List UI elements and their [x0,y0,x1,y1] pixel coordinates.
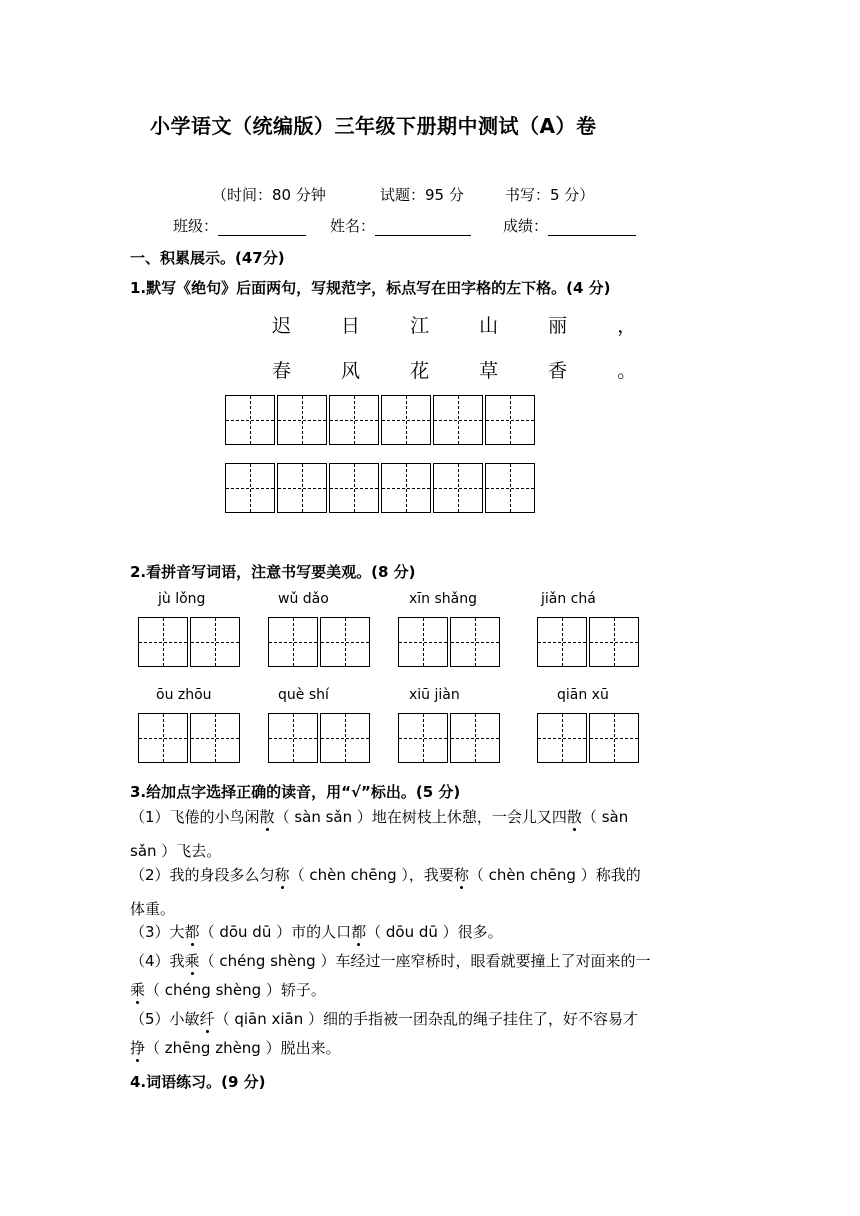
tian-cell[interactable] [485,395,535,445]
tian-cell[interactable] [485,463,535,513]
class-blank[interactable] [218,219,306,236]
pinyin-7: xiū jiàn [409,687,460,703]
q3-item-2 [130,864,641,885]
word-grid-4 [537,617,641,667]
q3-text: （ chéng shèng ）轿子。 [145,981,326,999]
q3-text: （ sàn sǎn ）地在树枝上休憩，一会儿又四 [274,808,567,826]
q3-item-3 [130,921,503,942]
dotted-char: 称 [453,866,469,884]
dotted-char: 散 [566,808,582,826]
tian-cell[interactable] [589,617,639,667]
class-field [173,215,306,236]
dotted-char: 称 [274,866,290,884]
poem-line-2: 春 风 花 草 香 。 [272,360,659,382]
q3-text: （ qiān xiān ）细的手指被一团杂乱的绳子挂住了，好不容易才 [214,1010,638,1028]
name-blank[interactable] [375,219,471,236]
tian-cell[interactable] [433,395,483,445]
tian-cell[interactable] [190,617,240,667]
dotted-char: 都 [184,923,200,941]
tian-cell[interactable] [320,713,370,763]
q4-prompt: 4.词语练习。(9 分) [130,1073,266,1091]
q3-item-4 [130,950,650,971]
q3-prompt: 3.给加点字选择正确的读音，用“√”标出。(5 分) [130,783,461,801]
tian-cell[interactable] [277,463,327,513]
exam-writing: 书写：5 分） [505,186,595,204]
tian-cell[interactable] [138,617,188,667]
word-grid-2 [268,617,372,667]
pinyin-2: wǔ dǎo [278,591,329,607]
q3-text: （ zhēng zhèng ）脱出来。 [145,1039,341,1057]
q3-text: （ chèn chēng ），我要 [289,866,454,884]
score-blank[interactable] [548,219,636,236]
q3-item-5 [130,1008,638,1029]
q2-prompt: 2.看拼音写词语，注意书写要美观。(8 分) [130,563,416,581]
tian-cell[interactable] [225,395,275,445]
dotted-char: 都 [351,923,367,941]
tian-cell[interactable] [268,617,318,667]
exam-time: （时间：80 分钟 [212,186,326,204]
dotted-char: 挣 [130,1039,146,1057]
score-field [503,215,636,236]
tian-cell[interactable] [450,713,500,763]
tian-cell[interactable] [433,463,483,513]
word-grid-8 [537,713,641,763]
q3-text: （ chéng shèng ）车经过一座窄桥时，眼看就要撞上了对面来的一 [199,952,651,970]
tian-cell[interactable] [589,713,639,763]
tian-cell[interactable] [381,463,431,513]
q3-text: （2）我的身段多么匀 [130,866,275,884]
q3-text: （5）小敏 [130,1010,200,1028]
writing-grid-row-2 [225,463,537,513]
q3-text: （ dōu dū ）很多。 [366,923,503,941]
name-field [330,215,471,236]
tian-cell[interactable] [277,395,327,445]
q3-text: （ chèn chēng ）称我的 [468,866,641,884]
section-one-heading: 一、积累展示。(47分) [130,249,285,267]
word-grid-1 [138,617,242,667]
q3-text: （ dōu dū ）市的人口 [199,923,352,941]
word-grid-7 [398,713,502,763]
pinyin-3: xīn shǎng [409,591,478,607]
word-grid-5 [138,713,242,763]
exam-questions: 试题：95 分 [380,186,464,204]
tian-cell[interactable] [190,713,240,763]
q3-text: （1）飞倦的小鸟闲 [130,808,260,826]
q1-prompt: 1.默写《绝句》后面两句，写规范字，标点写在田字格的左下格。(4 分) [130,279,611,297]
dotted-char: 纤 [199,1010,215,1028]
class-label: 班级： [173,217,219,235]
tian-cell[interactable] [329,463,379,513]
tian-cell[interactable] [398,713,448,763]
tian-cell[interactable] [320,617,370,667]
name-label: 姓名： [330,217,376,235]
score-label: 成绩： [503,217,549,235]
tian-cell[interactable] [268,713,318,763]
q3-text: （3）大 [130,923,185,941]
tian-cell[interactable] [329,395,379,445]
pinyin-5: ōu zhōu [156,687,212,703]
q3-item-4-cont [130,979,326,1000]
word-grid-6 [268,713,372,763]
dotted-char: 散 [259,808,275,826]
word-grid-3 [398,617,502,667]
pinyin-8: qiān xū [557,687,609,703]
writing-grid-row-1 [225,395,537,445]
dotted-char: 乘 [130,981,146,999]
poem-line-1: 迟 日 江 山 丽 ， [272,315,659,337]
tian-cell[interactable] [381,395,431,445]
tian-cell[interactable] [398,617,448,667]
q3-item-2-cont: 体重。 [130,900,176,918]
tian-cell[interactable] [138,713,188,763]
pinyin-6: què shí [278,687,329,703]
q3-item-1-cont: sǎn ）飞去。 [130,842,222,860]
tian-cell[interactable] [537,713,587,763]
tian-cell[interactable] [537,617,587,667]
page-title: 小学语文（统编版）三年级下册期中测试（A）卷 [150,114,597,138]
dotted-char: 乘 [184,952,200,970]
q3-item-1 [130,806,628,827]
q3-text: （4）我 [130,952,185,970]
q3-item-5-cont [130,1037,341,1058]
pinyin-4: jiǎn chá [541,591,596,607]
tian-cell[interactable] [225,463,275,513]
pinyin-1: jù lǒng [158,591,206,607]
q3-text: （ sàn [581,808,629,826]
tian-cell[interactable] [450,617,500,667]
